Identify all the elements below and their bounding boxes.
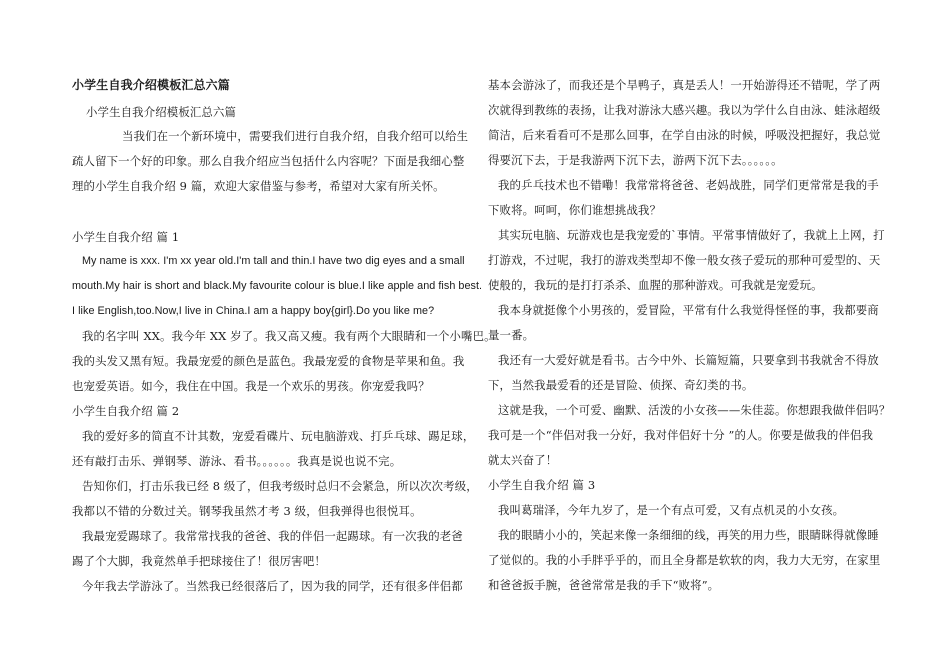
paragraph-line: 简洁，后来看看可不是那么回事，在学自由泳的时候，呼吸没把握好，我总觉 — [488, 128, 881, 142]
section-heading-3: 小学生自我介绍 篇 3 — [488, 478, 596, 492]
paragraph-line: 我的头发又黑有短。我最宠爱的颜色是蓝色。我最宠爱的食物是苹果和鱼。我 — [72, 354, 465, 368]
paragraph-line: 我的乒乓技术也不错嘞！我常常将爸爸、老妈战胜，同学们更常常是我的手 — [498, 178, 879, 192]
paragraph-line: 我本身就挺像个小男孩的，爱冒险，平常有什么我觉得怪怪的事，我都要商 — [498, 303, 879, 317]
english-line: I like English,too.Now,I live in China.I am a happy boy{girl}.Do you like me? — [72, 305, 435, 317]
paragraph-line: 我的名字叫 XX。我今年 XX 岁了。我又高又瘦。我有两个大眼睛和一个小嘴巴。 — [82, 329, 496, 343]
paragraph-line: 下败将。呵呵，你们谁想挑战我？ — [488, 203, 662, 217]
paragraph-line: 我的爱好多的简直不计其数，宠爱看碟片、玩电脑游戏、打乒乓球、踢足球， — [82, 429, 475, 443]
paragraph-line: 今年我去学游泳了。当然我已经很落后了，因为我的同学，还有很多伴侣都 — [82, 579, 463, 593]
intro-line: 疏人留下一个好的印象。那么自我介绍应当包括什么内容呢？下面是我细心整 — [72, 154, 465, 168]
paragraph-line: 了觉似的。我的小手胖乎乎的，而且全身都是软软的肉，我力大无穷，在家里 — [488, 553, 881, 567]
document-title: 小学生自我介绍模板汇总六篇 — [72, 78, 230, 92]
paragraph-line: 得要沉下去，于是我游两下沉下去，游两下沉下去。。。。。。 — [488, 153, 783, 167]
paragraph-line: 我都以不错的分数过关。钢琴我虽然才考 3 级，但我弹得也很悦耳。 — [72, 504, 422, 518]
paragraph-line: 这就是我，一个可爱、幽默、活泼的小女孩——朱佳蕊。你想跟我做伴侣吗？ — [498, 403, 891, 417]
paragraph-line: 次就得到教练的表扬，让我对游泳大感兴趣。我以为学什么自由泳、蛙泳超级 — [488, 103, 881, 117]
paragraph-line: 基本会游泳了，而我还是个旱鸭子，真是丢人！一开始游得还不错呢，学了两 — [488, 78, 881, 92]
paragraph-line: 还有敲打击乐、弹钢琴、游泳、看书。。。。。。我真是说也说不完。 — [72, 454, 402, 468]
paragraph-line: 我的眼睛小小的，笑起来像一条细细的线，再笑的用力些，眼睛眯得就像睡 — [498, 528, 879, 542]
paragraph-line: 打游戏，不过呢，我打的游戏类型却不像一般女孩子爱玩的那种可爱型的、天 — [488, 253, 881, 267]
paragraph-line: 我叫葛瑞泽，今年九岁了，是一个有点可爱，又有点机灵的小女孩。 — [498, 503, 845, 517]
english-line: My name is xxx. I'm xx year old.I'm tall and thin.I have two dig eyes and a small — [82, 255, 465, 267]
section-heading-2: 小学生自我介绍 篇 2 — [72, 404, 180, 418]
paragraph-line: 下，当然我最爱看的还是冒险、侦探、奇幻类的书。 — [488, 378, 754, 392]
section-heading-1: 小学生自我介绍 篇 1 — [72, 230, 180, 244]
paragraph-line: 我最宠爱踢球了。我常常找我的爸爸、我的伴侣一起踢球。有一次我的老爸 — [82, 529, 463, 543]
paragraph-line: 量一番。 — [488, 328, 535, 342]
paragraph-line: 我还有一大爱好就是看书。古今中外、长篇短篇，只要拿到书我就舍不得放 — [498, 353, 879, 367]
paragraph-line: 就太兴奋了！ — [488, 453, 558, 467]
english-line: mouth.My hair is short and black.My favourite colour is blue.I like apple and fish best. — [72, 280, 483, 292]
paragraph-line: 使般的，我玩的是打打杀杀、血腥的那种游戏。可我就是宠爱玩。 — [488, 278, 823, 292]
intro-line: 理的小学生自我介绍 9 篇，欢迎大家借鉴与参考，希望对大家有所关怀。 — [72, 179, 445, 193]
paragraph-line: 我可是一个“伴侣对我一分好，我对伴侣好十分 ”的人。你要是做我的伴侣我 — [488, 428, 874, 442]
intro-line: 当我们在一个新环境中，需要我们进行自我介绍，自我介绍可以给生 — [122, 129, 469, 143]
paragraph-line: 踢了个大脚，我竟然单手把球接住了！很厉害吧！ — [72, 554, 326, 568]
paragraph-line: 告知你们，打击乐我已经 8 级了，但我考级时总归不会紧急，所以次次考级， — [82, 479, 478, 493]
subtitle: 小学生自我介绍模板汇总六篇 — [86, 105, 237, 119]
paragraph-line: 也宠爱英语。如今，我住在中国。我是一个欢乐的男孩。你宠爱我吗？ — [72, 379, 430, 393]
paragraph-line: 和爸爸扳手腕，爸爸常常是我的手下“败将”。 — [488, 578, 720, 592]
paragraph-line: 其实玩电脑、玩游戏也是我宠爱的`事情。平常事情做好了，我就上上网，打 — [498, 228, 885, 242]
